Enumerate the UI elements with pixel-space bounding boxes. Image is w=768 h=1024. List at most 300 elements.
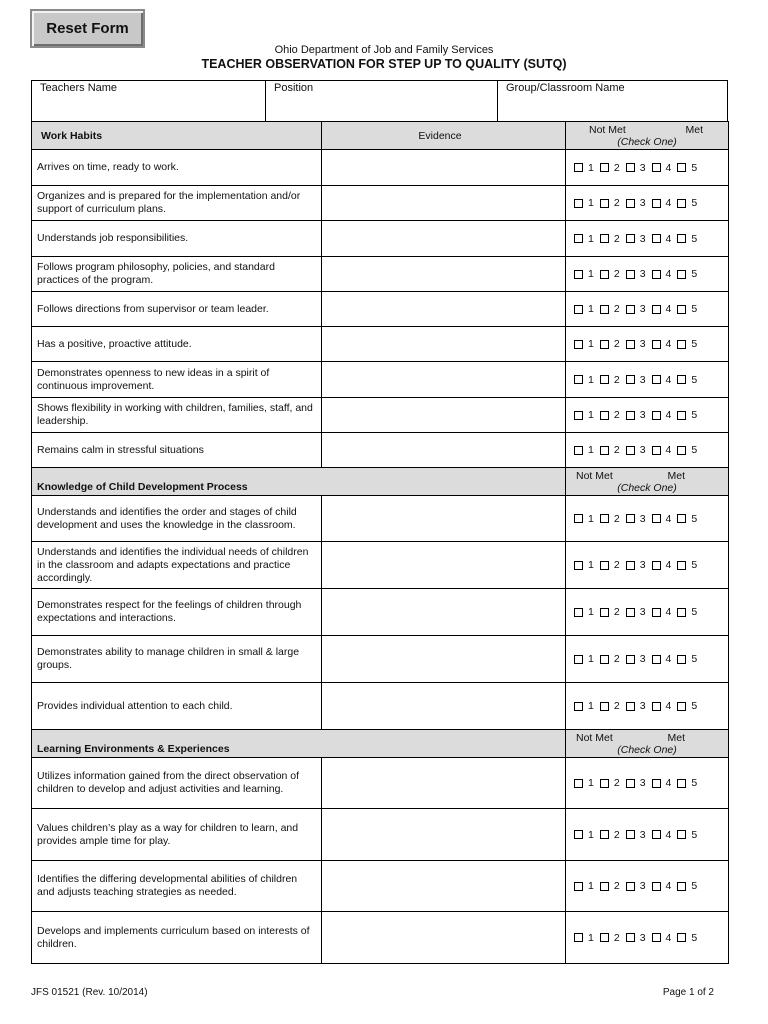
evidence-field[interactable] bbox=[322, 221, 566, 257]
rating-checkbox-1[interactable] bbox=[574, 375, 583, 384]
rating-number: 1 bbox=[588, 880, 594, 892]
rating-checkbox-2[interactable] bbox=[600, 163, 609, 172]
rating-number: 3 bbox=[639, 653, 646, 665]
rating-checkbox-4[interactable] bbox=[652, 305, 661, 314]
criterion-text: Follows directions from supervisor or team leader. bbox=[32, 292, 322, 327]
criterion-text: Values children’s play as a way for children to learn, and provides ample time for play. bbox=[32, 809, 322, 861]
rating-checkbox-3[interactable] bbox=[626, 882, 635, 891]
evidence-field[interactable] bbox=[322, 362, 566, 398]
rating-number: 5 bbox=[691, 606, 698, 618]
rating-number: 4 bbox=[665, 232, 672, 245]
rating-checkbox-3[interactable] bbox=[626, 375, 635, 384]
criterion-row bbox=[32, 186, 729, 221]
rating-number: 3 bbox=[639, 338, 646, 350]
rating-number: 3 bbox=[639, 880, 646, 892]
check-one-label: (Check One) bbox=[617, 135, 677, 148]
rating-checkbox-2[interactable] bbox=[600, 199, 609, 208]
rating-cell bbox=[566, 327, 729, 362]
criterion-row bbox=[32, 589, 729, 636]
rating-number: 3 bbox=[639, 161, 646, 174]
rating-checkbox-4[interactable] bbox=[652, 163, 661, 172]
page-number: Page 1 of 2 bbox=[662, 987, 714, 998]
rating-cell bbox=[566, 496, 729, 542]
rating-checkbox-1[interactable] bbox=[574, 340, 583, 349]
rating-checkbox-4[interactable] bbox=[652, 411, 661, 420]
form-id: JFS 01521 (Rev. 10/2014) bbox=[31, 987, 148, 998]
section-title: Knowledge of Child Development Process bbox=[32, 468, 566, 496]
rating-number: 4 bbox=[665, 444, 672, 456]
rating-number: 1 bbox=[588, 303, 594, 315]
rating-number: 3 bbox=[639, 512, 646, 525]
teacher-info-box bbox=[31, 80, 728, 122]
rating-number: 5 bbox=[691, 700, 698, 712]
rating-number: 5 bbox=[691, 880, 698, 892]
rating-options bbox=[574, 513, 728, 525]
rating-checkbox-1[interactable] bbox=[574, 702, 583, 711]
rating-number: 5 bbox=[691, 828, 698, 841]
rating-checkbox-4[interactable] bbox=[652, 514, 661, 523]
rating-number: 5 bbox=[691, 653, 698, 665]
rating-cell bbox=[566, 861, 729, 912]
evidence-field[interactable] bbox=[322, 496, 566, 542]
section-title: Work Habits bbox=[32, 122, 322, 150]
rating-checkbox-1[interactable] bbox=[574, 270, 583, 279]
rating-checkbox-2[interactable] bbox=[600, 882, 609, 891]
rating-checkbox-3[interactable] bbox=[626, 655, 635, 664]
met-label: Met bbox=[667, 731, 685, 744]
section-header-row bbox=[32, 730, 729, 758]
form-title: TEACHER OBSERVATION FOR STEP UP TO QUALITY (SUTQ) bbox=[201, 57, 567, 71]
rating-checkbox-5[interactable] bbox=[677, 514, 686, 523]
criterion-row bbox=[32, 496, 729, 542]
rating-checkbox-2[interactable] bbox=[600, 446, 609, 455]
rating-options bbox=[574, 606, 728, 618]
rating-checkbox-3[interactable] bbox=[626, 340, 635, 349]
rating-options bbox=[574, 932, 728, 944]
evidence-field[interactable] bbox=[322, 809, 566, 861]
rating-checkbox-2[interactable] bbox=[600, 375, 609, 384]
criterion-text: Demonstrates respect for the feelings of children through expectations and interactions. bbox=[32, 589, 322, 636]
rating-number: 4 bbox=[665, 653, 672, 665]
rating-checkbox-5[interactable] bbox=[677, 375, 686, 384]
not-met-label: Not Met bbox=[589, 123, 626, 136]
rating-number: 4 bbox=[665, 880, 672, 892]
rating-checkbox-1[interactable] bbox=[574, 655, 583, 664]
rating-number: 2 bbox=[613, 268, 620, 280]
observation-table bbox=[31, 121, 729, 964]
evidence-field[interactable] bbox=[322, 398, 566, 433]
rating-cell bbox=[566, 636, 729, 683]
rating-checkbox-1[interactable] bbox=[574, 411, 583, 420]
rating-cell bbox=[566, 257, 729, 292]
rating-number: 2 bbox=[613, 197, 620, 209]
criterion-text: Remains calm in stressful situations bbox=[32, 433, 322, 468]
rating-checkbox-1[interactable] bbox=[574, 163, 583, 172]
reset-form-button[interactable]: Reset Form bbox=[30, 9, 145, 48]
rating-number: 3 bbox=[639, 828, 646, 841]
rating-number: 4 bbox=[665, 931, 672, 944]
rating-checkbox-1[interactable] bbox=[574, 514, 583, 523]
rating-cell bbox=[566, 433, 729, 468]
rating-scale-labels bbox=[571, 124, 723, 136]
criterion-row bbox=[32, 362, 729, 398]
rating-checkbox-4[interactable] bbox=[652, 779, 661, 788]
rating-number: 5 bbox=[691, 373, 698, 386]
criterion-text: Organizes and is prepared for the implementation and/or support of curriculum plans. bbox=[32, 186, 322, 221]
rating-number: 1 bbox=[588, 512, 594, 525]
rating-number: 1 bbox=[588, 931, 594, 944]
not-met-label: Not Met bbox=[576, 469, 613, 482]
rating-options bbox=[574, 700, 728, 712]
rating-number: 2 bbox=[613, 828, 620, 841]
rating-checkbox-3[interactable] bbox=[626, 411, 635, 420]
rating-number: 4 bbox=[665, 606, 672, 618]
criterion-text: Understands and identifies the individual needs of children in the classroom and adapts expectations and practice accordingly. bbox=[32, 542, 322, 589]
rating-number: 4 bbox=[665, 338, 672, 350]
criterion-text: Develops and implements curriculum based on interests of children. bbox=[32, 912, 322, 964]
rating-number: 3 bbox=[639, 931, 646, 944]
rating-checkbox-3[interactable] bbox=[626, 514, 635, 523]
rating-checkbox-2[interactable] bbox=[600, 608, 609, 617]
evidence-field[interactable] bbox=[322, 912, 566, 964]
rating-options bbox=[574, 268, 728, 280]
rating-number: 5 bbox=[691, 197, 698, 209]
rating-number: 2 bbox=[613, 559, 620, 571]
rating-number: 2 bbox=[613, 338, 620, 350]
rating-scale-labels bbox=[571, 470, 723, 482]
rating-checkbox-4[interactable] bbox=[652, 608, 661, 617]
rating-number: 3 bbox=[639, 373, 646, 386]
rating-checkbox-4[interactable] bbox=[652, 933, 661, 942]
evidence-field[interactable] bbox=[322, 683, 566, 730]
check-one-label: (Check One) bbox=[617, 743, 677, 756]
evidence-field[interactable] bbox=[322, 636, 566, 683]
rating-cell bbox=[566, 221, 729, 257]
criterion-row bbox=[32, 636, 729, 683]
rating-number: 1 bbox=[588, 700, 594, 712]
rating-checkbox-1[interactable] bbox=[574, 882, 583, 891]
rating-options bbox=[574, 559, 728, 571]
rating-checkbox-1[interactable] bbox=[574, 933, 583, 942]
criterion-text: Arrives on time, ready to work. bbox=[32, 150, 322, 186]
rating-checkbox-4[interactable] bbox=[652, 375, 661, 384]
rating-number: 2 bbox=[613, 512, 620, 525]
rating-number: 2 bbox=[613, 653, 620, 665]
criterion-text: Provides individual attention to each child. bbox=[32, 683, 322, 730]
section-title: Learning Environments & Experiences bbox=[32, 730, 566, 758]
criterion-row bbox=[32, 758, 729, 809]
criterion-text: Understands and identifies the order and stages of child development and uses the knowledge in the classroom. bbox=[32, 496, 322, 542]
rating-number: 1 bbox=[588, 559, 594, 571]
rating-number: 4 bbox=[665, 373, 672, 386]
rating-checkbox-3[interactable] bbox=[626, 561, 635, 570]
rating-checkbox-5[interactable] bbox=[677, 163, 686, 172]
evidence-field[interactable] bbox=[322, 861, 566, 912]
evidence-field[interactable] bbox=[322, 257, 566, 292]
rating-number: 2 bbox=[613, 777, 620, 789]
rating-number: 1 bbox=[588, 606, 594, 618]
rating-options bbox=[574, 829, 728, 841]
rating-checkbox-2[interactable] bbox=[600, 561, 609, 570]
rating-number: 2 bbox=[613, 409, 620, 421]
rating-options bbox=[574, 303, 728, 315]
rating-options bbox=[574, 444, 728, 456]
rating-options bbox=[574, 338, 728, 350]
teacher-name-label: Teachers Name bbox=[40, 82, 118, 94]
rating-options bbox=[574, 233, 728, 245]
rating-checkbox-3[interactable] bbox=[626, 933, 635, 942]
rating-number: 5 bbox=[691, 559, 698, 571]
rating-cell bbox=[566, 589, 729, 636]
met-label: Met bbox=[685, 123, 703, 136]
rating-options bbox=[574, 777, 728, 789]
evidence-field[interactable] bbox=[322, 758, 566, 809]
rating-number: 4 bbox=[665, 197, 672, 209]
rating-number: 5 bbox=[691, 232, 698, 245]
rating-checkbox-1[interactable] bbox=[574, 199, 583, 208]
rating-checkbox-3[interactable] bbox=[626, 199, 635, 208]
teacher-name-field[interactable] bbox=[32, 81, 265, 121]
rating-checkbox-3[interactable] bbox=[626, 446, 635, 455]
rating-cell bbox=[566, 186, 729, 221]
evidence-field[interactable] bbox=[322, 542, 566, 589]
criterion-text: Identifies the differing developmental abilities of children and adjusts teaching strategies as needed. bbox=[32, 861, 322, 912]
criterion-row bbox=[32, 150, 729, 186]
not-met-label: Not Met bbox=[576, 731, 613, 744]
rating-checkbox-2[interactable] bbox=[600, 234, 609, 243]
group-classroom-label: Group/Classroom Name bbox=[506, 82, 625, 94]
rating-number: 1 bbox=[588, 232, 594, 245]
rating-checkbox-5[interactable] bbox=[677, 608, 686, 617]
group-classroom-field[interactable] bbox=[497, 81, 727, 121]
rating-cell bbox=[566, 758, 729, 809]
agency-name: Ohio Department of Job and Family Services bbox=[274, 44, 494, 56]
rating-number: 4 bbox=[665, 777, 672, 789]
rating-checkbox-3[interactable] bbox=[626, 608, 635, 617]
rating-number: 1 bbox=[588, 409, 594, 421]
rating-number: 4 bbox=[665, 268, 672, 280]
criterion-row bbox=[32, 912, 729, 964]
rating-checkbox-1[interactable] bbox=[574, 234, 583, 243]
rating-number: 5 bbox=[691, 268, 698, 280]
rating-checkbox-1[interactable] bbox=[574, 779, 583, 788]
rating-number: 3 bbox=[639, 444, 646, 456]
evidence-field[interactable] bbox=[322, 327, 566, 362]
rating-checkbox-5[interactable] bbox=[677, 270, 686, 279]
rating-cell bbox=[566, 398, 729, 433]
rating-checkbox-3[interactable] bbox=[626, 779, 635, 788]
rating-number: 3 bbox=[639, 777, 646, 789]
rating-checkbox-2[interactable] bbox=[600, 270, 609, 279]
section-header-row bbox=[32, 468, 729, 496]
rating-checkbox-5[interactable] bbox=[677, 933, 686, 942]
rating-number: 1 bbox=[588, 653, 594, 665]
rating-number: 2 bbox=[613, 880, 620, 892]
criterion-row bbox=[32, 683, 729, 730]
criterion-text: Demonstrates ability to manage children in small & large groups. bbox=[32, 636, 322, 683]
rating-checkbox-3[interactable] bbox=[626, 270, 635, 279]
rating-checkbox-4[interactable] bbox=[652, 882, 661, 891]
rating-number: 5 bbox=[691, 409, 698, 421]
criterion-row bbox=[32, 809, 729, 861]
rating-checkbox-3[interactable] bbox=[626, 234, 635, 243]
rating-checkbox-4[interactable] bbox=[652, 655, 661, 664]
rating-checkbox-5[interactable] bbox=[677, 446, 686, 455]
rating-checkbox-5[interactable] bbox=[677, 561, 686, 570]
rating-checkbox-5[interactable] bbox=[677, 199, 686, 208]
rating-number: 5 bbox=[691, 512, 698, 525]
rating-number: 2 bbox=[613, 700, 620, 712]
criterion-text: Shows flexibility in working with children, families, staff, and leadership. bbox=[32, 398, 322, 433]
rating-checkbox-1[interactable] bbox=[574, 446, 583, 455]
rating-number: 3 bbox=[639, 409, 646, 421]
rating-number: 2 bbox=[613, 373, 620, 386]
rating-number: 5 bbox=[691, 777, 698, 789]
rating-checkbox-4[interactable] bbox=[652, 446, 661, 455]
rating-number: 4 bbox=[665, 303, 672, 315]
criterion-row bbox=[32, 221, 729, 257]
evidence-field[interactable] bbox=[322, 589, 566, 636]
rating-number: 3 bbox=[639, 268, 646, 280]
rating-number: 4 bbox=[665, 512, 672, 525]
rating-number: 2 bbox=[613, 606, 620, 618]
criterion-text: Understands job responsibilities. bbox=[32, 221, 322, 257]
rating-cell bbox=[566, 150, 729, 186]
rating-number: 3 bbox=[639, 232, 646, 245]
rating-number: 3 bbox=[639, 197, 646, 209]
rating-checkbox-5[interactable] bbox=[677, 655, 686, 664]
rating-checkbox-2[interactable] bbox=[600, 655, 609, 664]
rating-number: 4 bbox=[665, 409, 672, 421]
section-header-row bbox=[32, 122, 729, 150]
rating-options bbox=[574, 653, 728, 665]
rating-number: 4 bbox=[665, 559, 672, 571]
rating-number: 2 bbox=[613, 232, 620, 245]
rating-checkbox-2[interactable] bbox=[600, 933, 609, 942]
rating-number: 1 bbox=[588, 828, 594, 841]
rating-checkbox-4[interactable] bbox=[652, 830, 661, 839]
rating-checkbox-4[interactable] bbox=[652, 340, 661, 349]
criterion-text: Demonstrates openness to new ideas in a spirit of continuous improvement. bbox=[32, 362, 322, 398]
rating-checkbox-2[interactable] bbox=[600, 340, 609, 349]
rating-number: 4 bbox=[665, 700, 672, 712]
criterion-row bbox=[32, 398, 729, 433]
criterion-text: Utilizes information gained from the direct observation of children to develop and adjust activities and learning. bbox=[32, 758, 322, 809]
rating-number: 5 bbox=[691, 931, 698, 944]
rating-checkbox-4[interactable] bbox=[652, 270, 661, 279]
rating-checkbox-5[interactable] bbox=[677, 411, 686, 420]
criterion-row bbox=[32, 292, 729, 327]
rating-checkbox-2[interactable] bbox=[600, 514, 609, 523]
rating-checkbox-2[interactable] bbox=[600, 702, 609, 711]
criterion-text: Has a positive, proactive attitude. bbox=[32, 327, 322, 362]
rating-checkbox-1[interactable] bbox=[574, 561, 583, 570]
rating-options bbox=[574, 880, 728, 892]
rating-cell bbox=[566, 683, 729, 730]
rating-checkbox-1[interactable] bbox=[574, 608, 583, 617]
rating-cell bbox=[566, 912, 729, 964]
rating-options bbox=[574, 374, 728, 386]
rating-checkbox-1[interactable] bbox=[574, 305, 583, 314]
rating-checkbox-5[interactable] bbox=[677, 340, 686, 349]
rating-number: 1 bbox=[588, 444, 594, 456]
rating-cell bbox=[566, 809, 729, 861]
criterion-row bbox=[32, 433, 729, 468]
position-field[interactable] bbox=[265, 81, 497, 121]
rating-number: 1 bbox=[588, 268, 594, 280]
rating-checkbox-4[interactable] bbox=[652, 234, 661, 243]
rating-checkbox-2[interactable] bbox=[600, 305, 609, 314]
criterion-text: Follows program philosophy, policies, and standard practices of the program. bbox=[32, 257, 322, 292]
rating-scale-labels bbox=[571, 732, 723, 744]
evidence-field[interactable] bbox=[322, 433, 566, 468]
rating-cell bbox=[566, 542, 729, 589]
criterion-row bbox=[32, 257, 729, 292]
evidence-field[interactable] bbox=[322, 150, 566, 186]
evidence-field[interactable] bbox=[322, 186, 566, 221]
rating-number: 2 bbox=[613, 444, 620, 456]
rating-checkbox-4[interactable] bbox=[652, 702, 661, 711]
rating-number: 3 bbox=[639, 606, 646, 618]
evidence-field[interactable] bbox=[322, 292, 566, 327]
rating-number: 5 bbox=[691, 444, 698, 456]
position-label: Position bbox=[274, 82, 314, 94]
rating-checkbox-5[interactable] bbox=[677, 702, 686, 711]
rating-checkbox-4[interactable] bbox=[652, 199, 661, 208]
rating-number: 5 bbox=[691, 303, 698, 315]
evidence-header: Evidence bbox=[322, 122, 566, 150]
rating-checkbox-3[interactable] bbox=[626, 702, 635, 711]
rating-checkbox-3[interactable] bbox=[626, 305, 635, 314]
rating-checkbox-5[interactable] bbox=[677, 830, 686, 839]
rating-number: 1 bbox=[588, 373, 594, 386]
rating-checkbox-2[interactable] bbox=[600, 830, 609, 839]
rating-number: 5 bbox=[691, 161, 698, 174]
rating-number: 3 bbox=[639, 303, 646, 315]
rating-number: 2 bbox=[613, 931, 620, 944]
rating-cell bbox=[566, 292, 729, 327]
rating-number: 1 bbox=[588, 161, 594, 174]
check-one-label: (Check One) bbox=[617, 481, 677, 494]
rating-number: 5 bbox=[691, 338, 698, 350]
rating-checkbox-2[interactable] bbox=[600, 779, 609, 788]
rating-number: 1 bbox=[588, 777, 594, 789]
rating-checkbox-3[interactable] bbox=[626, 163, 635, 172]
rating-checkbox-3[interactable] bbox=[626, 830, 635, 839]
rating-checkbox-2[interactable] bbox=[600, 411, 609, 420]
rating-checkbox-5[interactable] bbox=[677, 234, 686, 243]
criterion-row bbox=[32, 861, 729, 912]
criterion-row bbox=[32, 542, 729, 589]
rating-options bbox=[574, 162, 728, 174]
rating-cell bbox=[566, 362, 729, 398]
rating-number: 4 bbox=[665, 828, 672, 841]
met-label: Met bbox=[667, 469, 685, 482]
rating-checkbox-4[interactable] bbox=[652, 561, 661, 570]
rating-header bbox=[566, 730, 729, 758]
rating-checkbox-5[interactable] bbox=[677, 779, 686, 788]
rating-header bbox=[566, 468, 729, 496]
rating-number: 3 bbox=[639, 700, 646, 712]
rating-number: 1 bbox=[588, 197, 594, 209]
rating-number: 4 bbox=[665, 161, 672, 174]
rating-checkbox-1[interactable] bbox=[574, 830, 583, 839]
rating-checkbox-5[interactable] bbox=[677, 305, 686, 314]
rating-checkbox-5[interactable] bbox=[677, 882, 686, 891]
rating-number: 1 bbox=[588, 338, 594, 350]
criterion-row bbox=[32, 327, 729, 362]
rating-header bbox=[566, 122, 729, 150]
